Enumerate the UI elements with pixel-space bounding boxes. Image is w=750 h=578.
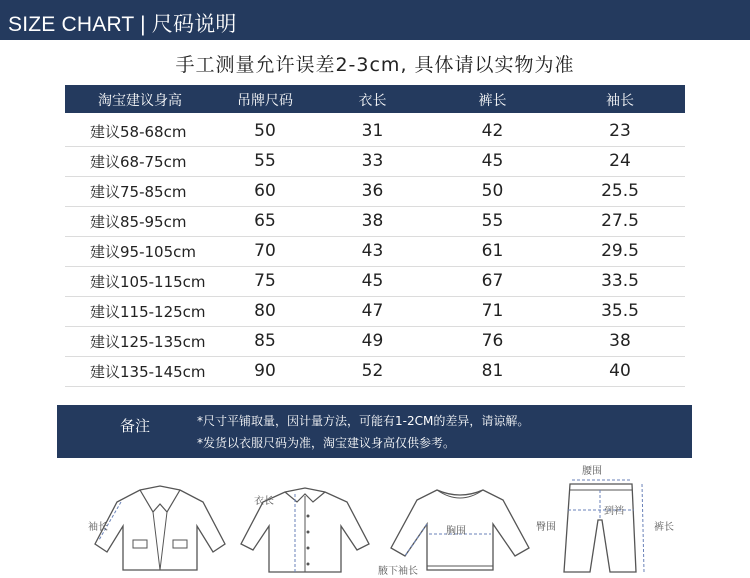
row-pants-length: 42	[481, 121, 504, 141]
row-sleeve-length: 40	[609, 361, 631, 381]
table-row	[65, 267, 685, 297]
row-sleeve-length: 38	[609, 331, 631, 351]
page-title: SIZE CHART | 尺码说明	[8, 13, 237, 36]
row-sleeve-length: 35.5	[601, 301, 639, 321]
row-height: 建议135-145cm	[90, 363, 206, 381]
row-body-length: 52	[361, 361, 384, 381]
header-bar	[0, 0, 750, 40]
remarks-box	[57, 405, 692, 458]
row-height: 建议95-105cm	[90, 243, 196, 261]
row-pants-length: 76	[481, 331, 504, 351]
row-tag-size: 70	[254, 241, 276, 261]
row-sleeve-length: 23	[609, 121, 631, 141]
row-sleeve-length: 29.5	[601, 241, 639, 261]
row-pants-length: 55	[481, 211, 504, 231]
remarks-line-2: *发货以衣服尺码为准，淘宝建议身高仅供参考。	[197, 436, 456, 450]
remarks-label: 备注	[120, 417, 151, 435]
row-tag-size: 90	[254, 361, 276, 381]
row-pants-length: 61	[481, 241, 504, 261]
table-row	[65, 327, 685, 357]
table-row	[65, 177, 685, 207]
row-tag-size: 80	[254, 301, 276, 321]
pants-waist-label: 腰围	[582, 466, 602, 477]
pants-length-label: 裤长	[654, 522, 674, 533]
row-height: 建议115-125cm	[90, 303, 206, 321]
row-body-length: 47	[361, 301, 384, 321]
row-tag-size: 60	[254, 181, 276, 201]
table-row	[65, 117, 685, 147]
row-body-length: 49	[361, 331, 384, 351]
col-header-tag-size: 吊牌尺码	[237, 93, 293, 109]
row-body-length: 31	[361, 121, 384, 141]
row-height: 建议105-115cm	[90, 273, 206, 291]
row-tag-size: 75	[254, 271, 276, 291]
table-row	[65, 237, 685, 267]
row-tag-size: 85	[254, 331, 276, 351]
row-sleeve-length: 33.5	[601, 271, 639, 291]
table-header	[65, 85, 685, 113]
row-body-length: 33	[361, 151, 384, 171]
col-header-sleeve-length: 袖长	[606, 93, 634, 109]
row-sleeve-length: 25.5	[601, 181, 639, 201]
row-tag-size: 65	[254, 211, 276, 231]
row-pants-length: 67	[481, 271, 504, 291]
col-header-pants-length: 裤长	[478, 93, 507, 109]
row-pants-length: 50	[481, 181, 504, 201]
row-pants-length: 81	[481, 361, 504, 381]
shirt-length-label: 衣长	[254, 496, 274, 507]
pants-crotch-label: 到裆	[604, 506, 624, 517]
sweater-chest-label: 胸围	[446, 526, 466, 537]
row-tag-size: 50	[254, 121, 276, 141]
row-height: 建议125-135cm	[90, 333, 206, 351]
remarks-line-1: *尺寸平铺取量，因计量方法，可能有1-2CM的差异，请谅解。	[197, 414, 530, 428]
pants-hip-label: 臀围	[536, 522, 556, 533]
garment-diagrams	[0, 462, 750, 578]
row-sleeve-length: 24	[609, 151, 631, 171]
table-row	[65, 147, 685, 177]
col-header-body-length: 衣长	[358, 93, 387, 109]
pants-diagram	[550, 478, 650, 576]
table-row	[65, 297, 685, 327]
row-tag-size: 55	[254, 151, 276, 171]
row-pants-length: 71	[481, 301, 504, 321]
row-body-length: 45	[361, 271, 384, 291]
row-body-length: 38	[361, 211, 384, 231]
row-divider	[65, 386, 685, 387]
row-height: 建议85-95cm	[90, 213, 187, 231]
row-height: 建议58-68cm	[90, 123, 187, 141]
row-pants-length: 45	[481, 151, 504, 171]
table-row	[65, 357, 685, 387]
col-header-height: 淘宝建议身高	[98, 93, 182, 109]
row-height: 建议68-75cm	[90, 153, 187, 171]
sweater-sleeve-label: 腋下袖长	[378, 566, 418, 577]
measurement-note: 手工测量允许误差2-3cm, 具体请以实物为准	[175, 54, 575, 76]
row-body-length: 43	[361, 241, 384, 261]
jacket-sleeve-label: 袖长	[88, 522, 108, 533]
row-sleeve-length: 27.5	[601, 211, 639, 231]
row-body-length: 36	[361, 181, 384, 201]
row-height: 建议75-85cm	[90, 183, 187, 201]
table-row	[65, 207, 685, 237]
